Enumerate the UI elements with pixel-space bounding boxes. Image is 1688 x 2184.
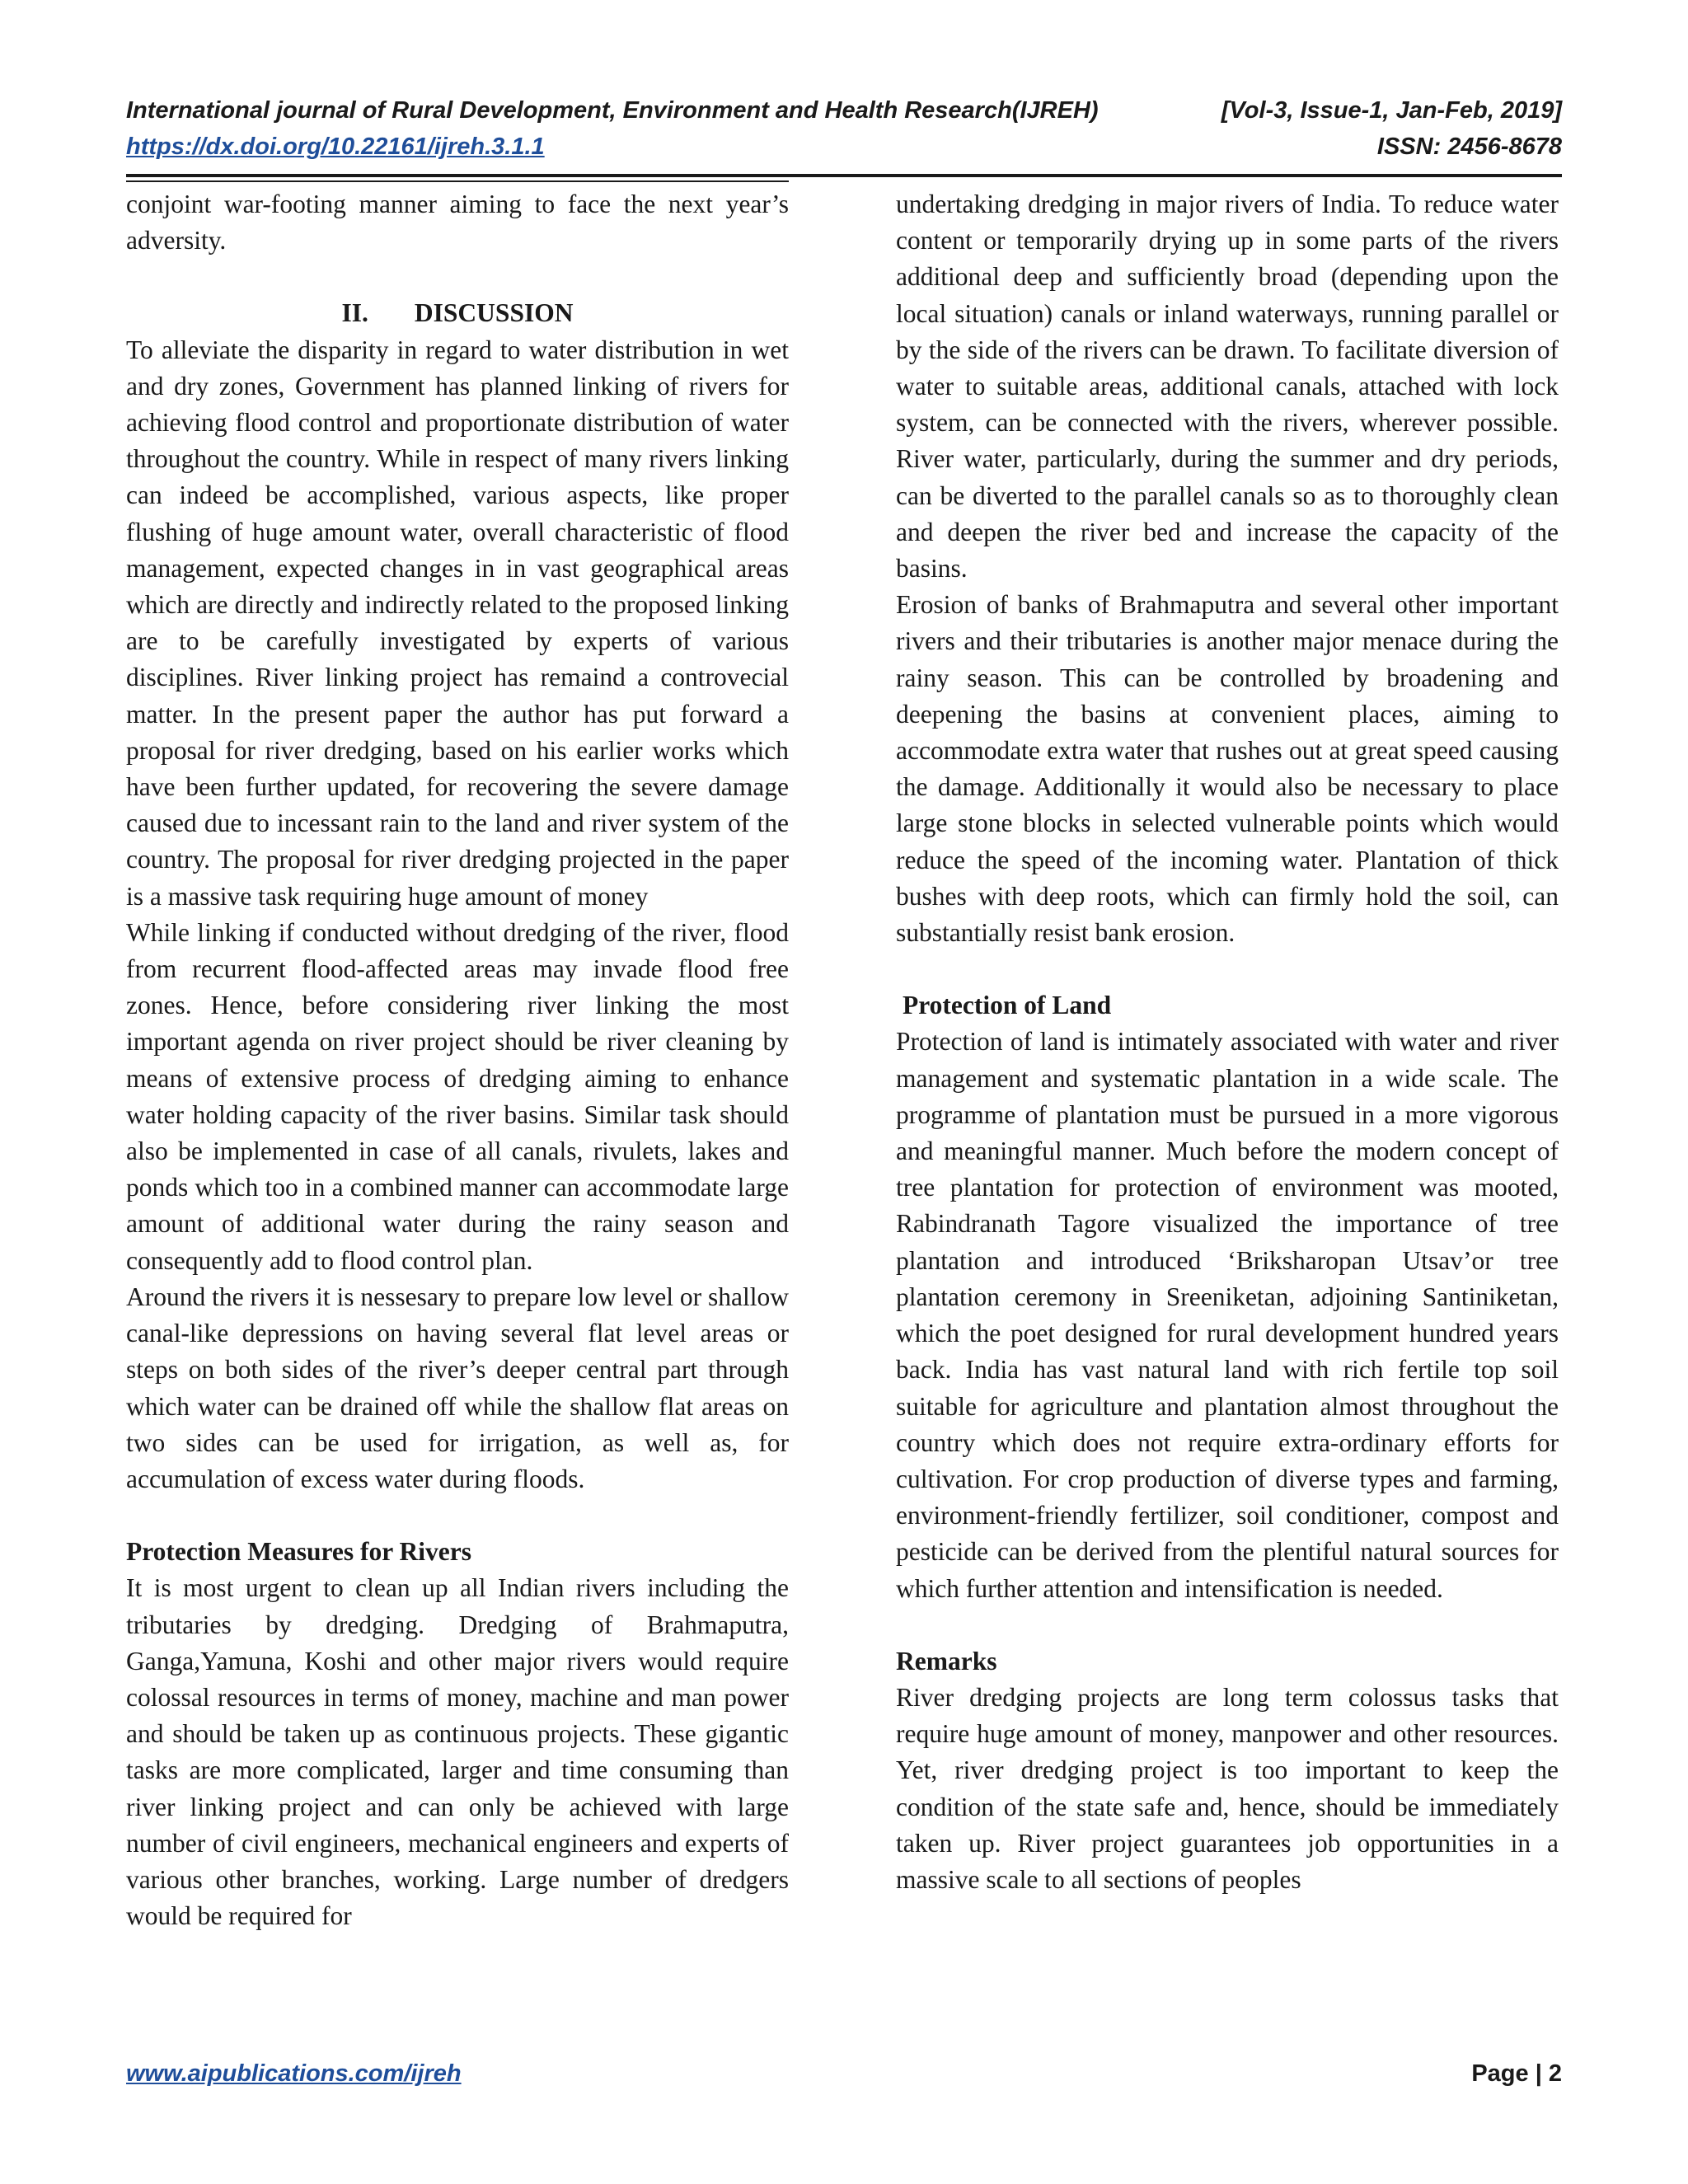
header-row-top — [126, 97, 1562, 134]
erosion-paragraph: Erosion of banks of Brahmaputra and several other important rivers and their tributaries is another major menace during the rainy season. This can be controlled by broadening and deepening the basins at convenient places, aiming to accommodate extra water that rushes out at great speed causing the damage. Additionally it would also be necessary to place large stone blocks in selected vulnerable points which would reduce the speed of the incoming water. Plantation of thick bushes with deep roots, which can firmly hold the soil, can substantially resist bank erosion. — [896, 590, 1559, 948]
section-number: II. — [341, 298, 368, 328]
left-column — [126, 186, 789, 1934]
intro-paragraph: conjoint war-footing manner aiming to face the next year’s adversity. — [126, 190, 789, 255]
protection-land-paragraph: Protection of land is intimately associated with water and river management and systematic plantation in a wide scale. The programme of plantation must be pursued in a more vigorous and meaningful manner. Much before the modern concept of tree plantation for protection of environment was mooted, Rabindranath Tagore visualized the importance of tree plantation and introduced ‘Briksharopan Utsav’or tree plantation ceremony in Sreeniketan, adjoining Santiniketan, which the poet designed for rural development hundred years back. India has vast natural land with rich fertile top soil suitable for agriculture and plantation almost throughout the country which does not require extra-ordinary efforts for cultivation. For crop production of diverse types and farming, environment-friendly fertilizer, soil conditioner, compost and pesticide can be derived from the plentiful natural sources for which further attention and intensification is needed. — [896, 1027, 1559, 1603]
discussion-paragraph-1: To alleviate the disparity in regard to water distribution in wet and dry zones, Government has planned linking of rivers for achieving flood control and proportionate distribution of water throughout the country. While in respect of many rivers linking can indeed be accomplished, various aspects, like proper flushing of huge amount water, overall characteristic of flood management, expected changes in in vast geographical areas which are directly and indirectly related to the proposed linking are to be carefully investigated by experts of various disciplines. River linking project has remaind a controvecial matter. In the present paper the author has put forward a proposal for river dredging, based on his earlier works which have been further updated, for recovering the severe damage caused due to incessant rain to the land and river system of the country. The proposal for river dredging projected in the paper is a massive task requiring huge amount of money — [126, 335, 789, 911]
subheading-protection-land: Protection of Land — [903, 991, 1112, 1020]
spacer — [896, 951, 1559, 987]
website-link[interactable]: www.aipublications.com/ijreh — [126, 2060, 462, 2087]
section-heading — [126, 295, 789, 331]
header-divider — [126, 174, 1562, 177]
volume-info: [Vol-3, Issue-1, Jan-Feb, 2019] — [1221, 97, 1562, 124]
subheading-protection-rivers: Protection Measures for Rivers — [126, 1537, 472, 1567]
spacer — [896, 1607, 1559, 1643]
page-footer — [126, 2060, 1562, 2088]
header-divider-secondary — [126, 180, 789, 182]
page-header — [126, 97, 1562, 170]
spacer — [126, 1497, 789, 1534]
protection-rivers-paragraph: It is most urgent to clean up all Indian rivers including the tributaries by dredging. Dredging of Brahmaputra, Ganga,Yamuna, Koshi and other major rivers would require colossal resources in terms of money, machine and man power and should be taken up as continuous projects. These gigantic tasks are more complicated, larger and time consuming than river linking project and can only be achieved with large number of civil engineers, mechanical engineers and experts of various other branches, working. Large number of dredgers would be required for — [126, 1573, 789, 1931]
dredging-paragraph: undertaking dredging in major rivers of India. To reduce water content or temporarily drying up in some parts of the rivers additional deep and sufficiently broad (depending upon the local situation) canals or inland waterways, running parallel or by the side of the rivers can be drawn. To facilitate diversion of water to suitable areas, additional canals, attached with lock system, can be connected with the rivers, wherever possible. River water, particularly, during the summer and dry periods, can be diverted to the parallel canals so as to thoroughly clean and deepen the river bed and increase the capacity of the basins. — [896, 190, 1559, 583]
header-row-bottom — [126, 134, 1562, 170]
right-column — [896, 186, 1559, 1898]
subheading-remarks: Remarks — [896, 1646, 997, 1675]
doi-link[interactable]: https://dx.doi.org/10.22161/ijreh.3.1.1 — [126, 134, 545, 160]
remarks-paragraph: River dredging projects are long term colossus tasks that require huge amount of money, manpower and other resources. Yet, river dredging project is too important to keep the condition of the state safe and, hence, should be immediately taken up. River project guarantees job opportunities in a massive scale to all sections of peoples — [896, 1682, 1559, 1894]
journal-title: International journal of Rural Development, Environment and Health Research(IJREH) — [126, 97, 1099, 124]
discussion-paragraph-2: While linking if conducted without dredging of the river, flood from recurrent flood-affected areas may invade flood free zones. Hence, before considering river linking the most important agenda on river project should be river cleaning by means of extensive process of dredging aiming to enhance water holding capacity of the river basins. Similar task should also be implemented in case of all canals, rivulets, lakes and ponds which too in a combined manner can accommodate large amount of additional water during the rainy season and consequently add to flood control plan. — [126, 917, 789, 1275]
section-title: DISCUSSION — [414, 298, 574, 328]
issn-label: ISSN: 2456-8678 — [1376, 134, 1562, 160]
discussion-paragraph-3: Around the rivers it is nessesary to prepare low level or shallow canal-like depressions on having several flat level areas or steps on both sides of the river’s deeper central part through which water can be drained off while the shallow flat areas on two sides can be used for irrigation, as well as, for accumulation of excess water during floods. — [126, 1282, 789, 1493]
page-number: Page | 2 — [1471, 2060, 1562, 2087]
